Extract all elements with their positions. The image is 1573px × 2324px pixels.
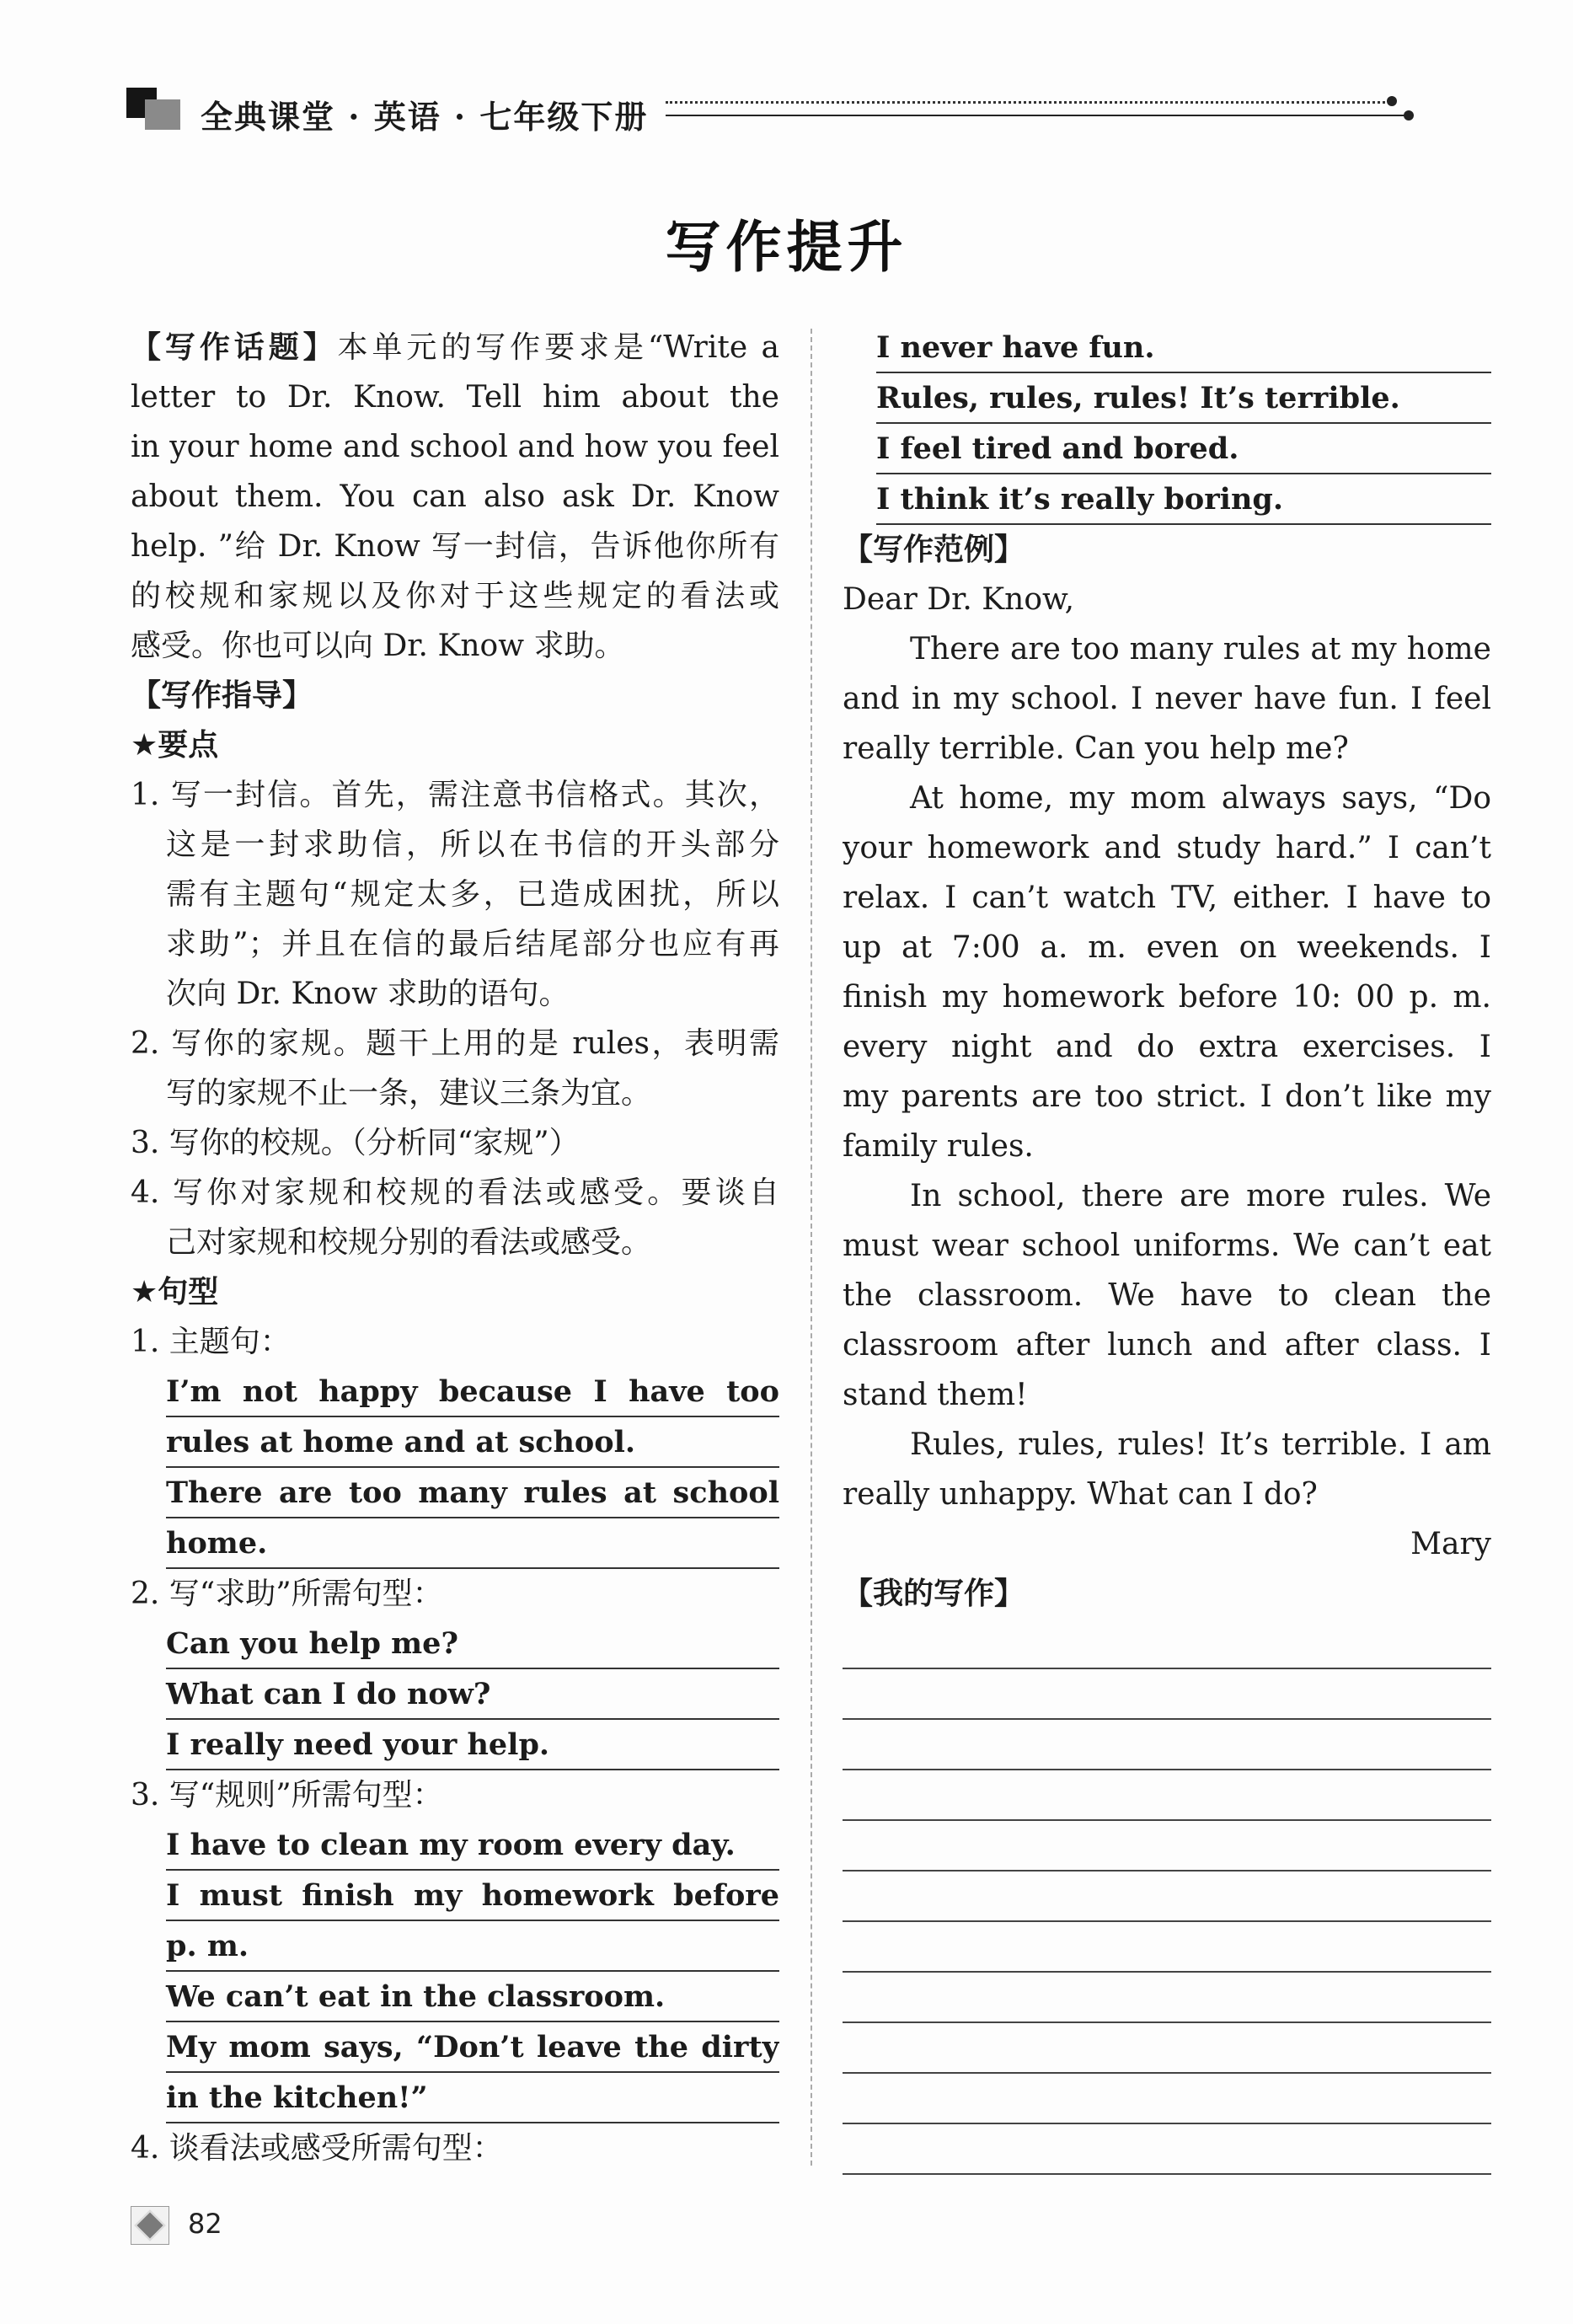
letter-line: and in my school. I never have fun. I feel: [843, 682, 1491, 716]
page-number: 82: [188, 2208, 222, 2240]
running-header: [126, 84, 1424, 135]
topic-line: letter to Dr. Know. Tell him about the: [131, 380, 779, 415]
letter-paragraph: [843, 1171, 1491, 1420]
topic-line: 【写作话题】本单元的写作要求是“Write a: [131, 330, 779, 365]
point-line: 这是一封求助信，所以在书信的开头部分: [166, 827, 779, 862]
letter-line: your homework and study hard.” I can’t: [843, 831, 1491, 865]
writing-line[interactable]: [843, 1922, 1491, 1973]
letter-line: the classroom. We have to clean the: [843, 1278, 1491, 1313]
letter-line: Rules, rules, rules! It’s terrible. I am: [910, 1427, 1491, 1462]
letter-line: really terrible. Can you help me?: [843, 731, 1349, 766]
header-solid-rule: [666, 115, 1407, 116]
header-dot-icon: [1404, 110, 1414, 120]
letter-line: really unhappy. What can I do?: [843, 1477, 1318, 1512]
letter-paragraph: [843, 1420, 1491, 1519]
point-line: 次向 Dr. Know 求助的语句。: [166, 977, 570, 1011]
writing-line[interactable]: [843, 2074, 1491, 2124]
writing-line[interactable]: [843, 1973, 1491, 2023]
letter-line: classroom after lunch and after class. I: [843, 1328, 1491, 1363]
topic-line: in your home and school and how you feel: [131, 430, 779, 464]
section-label-guide: 【写作指导】: [131, 678, 313, 713]
diamond-icon: [131, 2206, 169, 2245]
sentence-line: Can you help me?: [166, 1619, 779, 1669]
sentence-line: I think it’s really boring.: [876, 474, 1491, 525]
letter-signature: Mary: [1410, 1527, 1491, 1561]
sentence-line: I’m not happy because I have too: [166, 1367, 779, 1417]
header-dotted-rule: [666, 101, 1390, 104]
writing-line[interactable]: [843, 2124, 1491, 2175]
pattern-group-feelings: [843, 323, 1491, 525]
section-label-example: 【写作范例】: [843, 533, 1025, 567]
writing-line[interactable]: [843, 1619, 1491, 1669]
sentence-line: I really need your help.: [166, 1720, 779, 1770]
writing-blank-lines[interactable]: [843, 1619, 1491, 2175]
sentence-line: What can I do now?: [166, 1669, 779, 1720]
writing-line[interactable]: [843, 2023, 1491, 2074]
pattern-heading: 4. 谈看法或感受所需句型：: [131, 2131, 503, 2166]
sentence-line: There are too many rules at school: [166, 1468, 779, 1518]
letter-line: stand them!: [843, 1378, 1028, 1412]
page-title: 写作提升: [665, 214, 908, 280]
pattern-group-rules: [131, 1770, 779, 2123]
pattern-heading: 3. 写“规则”所需句型：: [131, 1778, 443, 1813]
points-list: [131, 770, 779, 1267]
header-dot-icon: [1387, 96, 1397, 106]
sentence-line: I never have fun.: [876, 323, 1491, 373]
topic-line: help. ”给 Dr. Know 写一封信，告诉他你所有: [131, 529, 779, 564]
letter-line: In school, there are more rules. We: [910, 1179, 1491, 1213]
letter-line: finish my homework before 10: 00 p. m.: [843, 980, 1491, 1015]
sentence-line: Rules, rules, rules! It’s terrible.: [876, 373, 1491, 424]
sentence-line: I feel tired and bored.: [876, 424, 1491, 474]
letter-line: my parents are too strict. I don’t like my: [843, 1079, 1491, 1114]
writing-topic: [131, 323, 779, 671]
sentence-line: I have to clean my room every day.: [166, 1820, 779, 1871]
page-number-footer: [131, 2204, 299, 2246]
column-divider: [811, 329, 812, 2166]
topic-line: 感受。你也可以向 Dr. Know 求助。: [131, 629, 625, 663]
letter-line: At home, my mom always says, “Do: [910, 781, 1491, 816]
point-line: 2. 写你的家规。题干上用的是 rules，表明需: [131, 1026, 779, 1061]
writing-line[interactable]: [843, 1720, 1491, 1770]
topic-line: 的校规和家规以及你对于这些规定的看法或: [131, 579, 779, 613]
letter-line: relax. I can’t watch TV, either. I have to: [843, 881, 1491, 915]
sentence-line: My mom says, “Don’t leave the dirty: [166, 2022, 779, 2073]
section-label-topic: 【写作话题】: [131, 330, 338, 365]
letter-greeting: Dear Dr. Know,: [843, 582, 1075, 617]
point-line: 1. 写一封信。首先，需注意书信格式。其次，: [131, 778, 779, 812]
writing-line[interactable]: [843, 1770, 1491, 1821]
letter-line: There are too many rules at my home: [910, 632, 1491, 667]
point-line: 4. 写你对家规和校规的看法或感受。要谈自: [131, 1175, 779, 1210]
point-line: 3. 写你的校规。（分析同“家规”）: [131, 1126, 580, 1160]
header-square-gray-icon: [145, 99, 180, 130]
series-title: 全典课堂 · 英语 · 七年级下册: [201, 98, 649, 136]
letter-paragraph: [843, 624, 1491, 774]
letter-line: every night and do extra exercises. I: [843, 1030, 1491, 1064]
right-column: [843, 323, 1491, 2175]
pattern-group-help: [131, 1569, 779, 1770]
points-heading: ★要点: [131, 728, 219, 763]
pattern-group-theme: [131, 1317, 779, 1569]
writing-line[interactable]: [843, 1872, 1491, 1922]
point-line: 需有主题句“规定太多，已造成困扰，所以: [166, 877, 779, 912]
pattern-heading: 1. 主题句：: [131, 1325, 291, 1359]
sentence-line: I must finish my homework before: [166, 1871, 779, 1921]
letter-line: must wear school uniforms. We can’t eat: [843, 1229, 1491, 1263]
point-line: 写的家规不止一条，建议三条为宜。: [166, 1076, 652, 1111]
letter-paragraph: [843, 774, 1491, 1171]
section-label-my-writing: 【我的写作】: [843, 1577, 1025, 1611]
point-line: 己对家规和校规分别的看法或感受。: [166, 1225, 652, 1260]
sentence-line: We can’t eat in the classroom.: [166, 1972, 779, 2022]
letter-line: family rules.: [843, 1129, 1034, 1164]
sentence-line: home.: [166, 1518, 779, 1569]
sentence-line: rules at home and at school.: [166, 1417, 779, 1468]
sentence-line: in the kitchen!”: [166, 2073, 779, 2123]
sentence-line: p. m.: [166, 1921, 779, 1972]
topic-line: about them. You can also ask Dr. Know: [131, 479, 779, 514]
writing-line[interactable]: [843, 1669, 1491, 1720]
left-column: [131, 323, 779, 2173]
writing-line[interactable]: [843, 1821, 1491, 1872]
pattern-heading: 2. 写“求助”所需句型：: [131, 1577, 443, 1611]
patterns-heading: ★句型: [131, 1275, 219, 1309]
point-line: 求助”；并且在信的最后结尾部分也应有再: [166, 927, 779, 961]
letter-line: up at 7:00 a. m. even on weekends. I: [843, 930, 1491, 965]
